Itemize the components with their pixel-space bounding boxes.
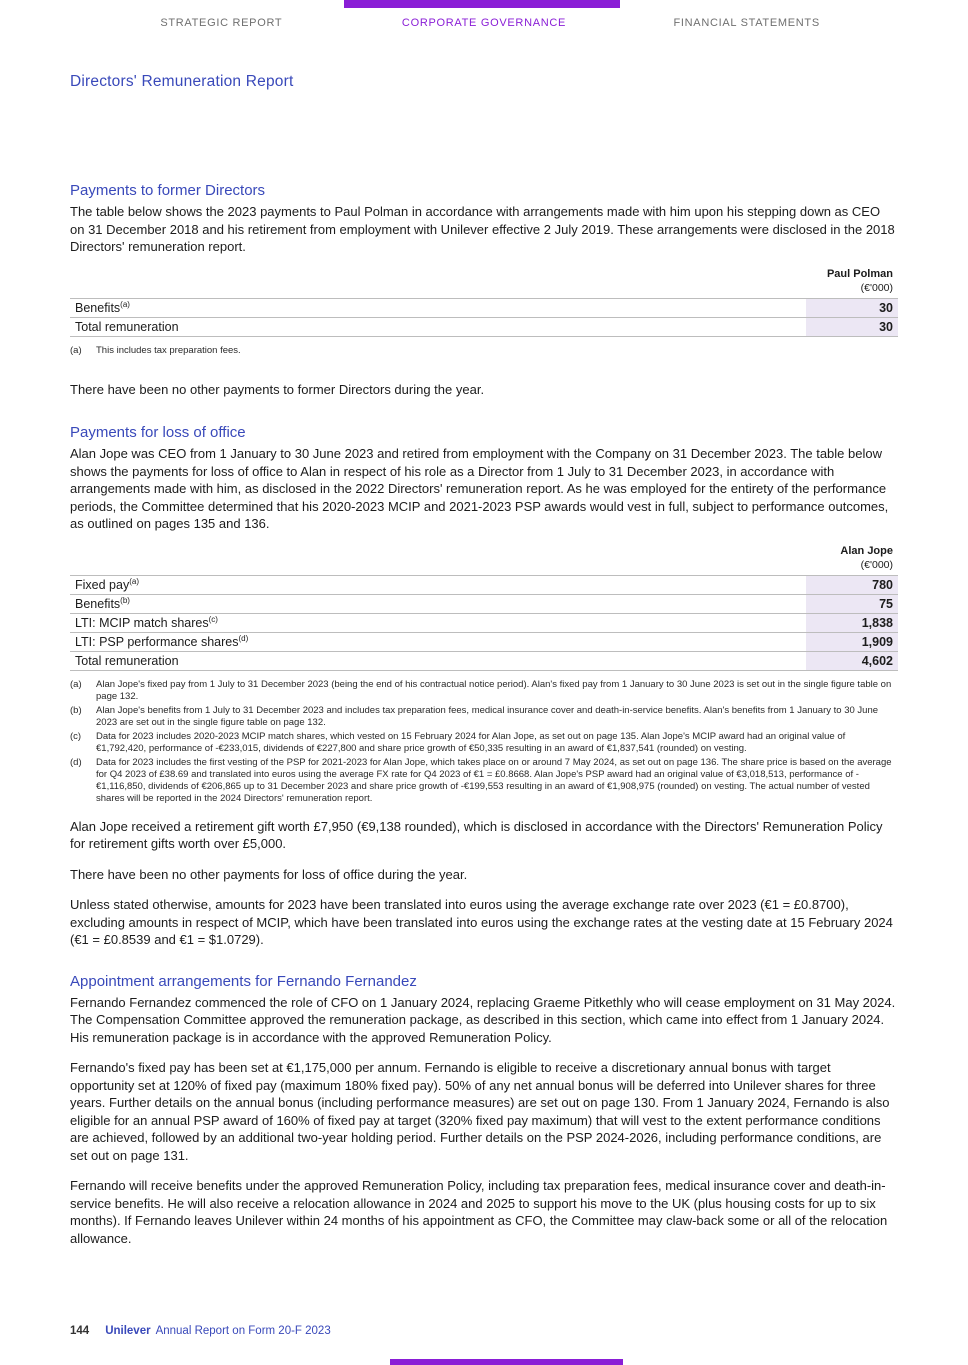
table-row xyxy=(70,632,898,651)
report-title: Annual Report on Form 20-F 2023 xyxy=(155,1325,331,1337)
footnote-marker: (a) xyxy=(70,678,82,690)
row-label: Benefits$^{(b)}$ xyxy=(70,594,806,613)
section-heading-appointment: Appointment arrangements for Fernando Fernandez xyxy=(70,972,417,990)
former-directors-footnotes xyxy=(70,345,898,357)
loss-of-office-footnotes xyxy=(70,679,898,805)
footnote xyxy=(70,679,898,703)
active-tab-indicator-bar xyxy=(344,0,620,8)
row-label: Benefits$^{(a)}$ xyxy=(70,298,806,317)
table-row xyxy=(70,594,898,613)
section-heading-loss-of-office: Payments for loss of office xyxy=(70,424,246,441)
page-number: 144 xyxy=(70,1325,90,1337)
nav-financial-statements[interactable]: FINANCIAL STATEMENTS xyxy=(673,17,820,29)
loss-of-office-intro: Alan Jope was CEO from 1 January to 30 June 2023 and retired from employment with the Company on 31 December 2023. The table below shows the payments for loss of office to Alan in respect of his role as a Director from 1 July to 31 December 2023, in accordance with arrangements made with him, as disclosed in the 2022 Directors' remuneration report. As he was employed for the entirety of the performance periods, the Committee determined that his 2020-2023 MCIP and 2021-2023 PSP awards would vest in full, subject to performance outcomes, as outlined on pages 135 and 136. xyxy=(70,446,889,531)
footnote-text: This includes tax preparation fees. xyxy=(96,344,241,356)
nav-strategic-report[interactable]: STRATEGIC REPORT xyxy=(160,17,283,29)
row-value: 75 xyxy=(806,594,898,613)
appointment-paragraph: Fernando will receive benefits under the approved Remuneration Policy, including tax preparation fees, medical insurance cover and death-in-service benefits. He will also receive a relocation allowance in 2024 and 2025 to support his move to the UK (plus housing costs for up to six months). If Fernando leaves Unilever within 24 months of his appointment as CFO, the Committee may claw-back some or all of the relocation allowance. xyxy=(70,1178,888,1246)
row-value: 780 xyxy=(806,575,898,594)
appointment-paragraph: Fernando Fernandez commenced the role of CFO on 1 January 2024, replacing Graeme Pitkethly who will cease employment on 31 May 2024. The Compensation Committee approved the remuneration package, as described in this section, which came into effect from 1 January 2024. His remuneration package is in accordance with the approved Remuneration Policy. xyxy=(70,994,896,1045)
table-row-total xyxy=(70,651,898,670)
footnote-ref: (a) xyxy=(120,299,130,309)
table-unit-row xyxy=(70,281,898,299)
row-label: LTI: PSP performance shares$^{(d)}$ xyxy=(70,632,806,651)
footnote-text: Alan Jope's benefits from 1 July to 31 December 2023 and includes tax preparation fees, medical insurance cover and death-in-service benefits. Alan's benefits from 1 January to 30 June 2023 are set out in the single figure table on page 132. xyxy=(96,704,879,728)
footnote-marker: (a) xyxy=(70,344,82,356)
column-header-unit: (€'000) xyxy=(860,558,893,571)
table-row xyxy=(70,613,898,632)
table-unit-row xyxy=(70,558,898,576)
column-header-person: Paul Polman xyxy=(826,267,893,280)
row-label: Fixed pay$^{(a)}$ xyxy=(70,575,806,594)
footnote-ref: (c) xyxy=(208,614,218,624)
loss-of-office-paragraph: There have been no other payments for loss of office during the year. xyxy=(70,866,468,882)
section-former-directors xyxy=(70,182,898,398)
loss-of-office-paragraph: Unless stated otherwise, amounts for 2023 have been translated into euros using the average exchange rate over 2023 (€1 = £0.8700), excluding amounts in respect of MCIP, which have been translated into euros using the exchange rates at the vesting date at 15 February 2024 (€1 = £0.8539 and €1 = $1.0729). xyxy=(70,897,893,947)
former-directors-intro: The table below shows the 2023 payments to Paul Polman in accordance with arrangements made with him upon his stepping down as CEO on 31 December 2018 and his retirement from employment with Unilever effective 2 July 2019. These arrangements were disclosed in the 2018 Directors' remuneration report. xyxy=(70,204,895,254)
table-row xyxy=(70,298,898,317)
footnote-text: Alan Jope's fixed pay from 1 July to 31 December 2023 (being the end of his contractual notice period). Alan's fixed pay from 1 January to 30 June 2023 is set out in the single figure table on page 132. xyxy=(96,678,892,702)
footnote-ref: (b) xyxy=(120,595,130,605)
table-header-row xyxy=(70,543,898,558)
footnote-marker: (b) xyxy=(70,704,82,716)
table-row xyxy=(70,575,898,594)
page-content xyxy=(70,182,898,1247)
former-directors-table xyxy=(70,266,898,337)
loss-of-office-paragraph: Alan Jope received a retirement gift worth £7,950 (€9,138 rounded), which is disclosed in accordance with the Directors' Remuneration Policy for retirement gifts worth over £5,000. xyxy=(70,818,883,851)
row-value: 4,602 xyxy=(806,651,898,670)
appointment-paragraph: Fernando's fixed pay has been set at €1,175,000 per annum. Fernando is eligible to receive a discretionary annual bonus with target opportunity set at 120% of fixed pay (maximum 180% fixed pay). 50% of any net annual bonus will be deferred into Unilever shares for three years. Further details on the annual bonus (including performance measures) are set out on page 130. From 1 January 2024, Fernando is also eligible for an annual PSP award of 160% of fixed pay at target (320% fixed pay maximum) that will vest to the extent performance conditions are achieved, followed by an additional two-year holding period. Further details on the PSP 2024-2026, including performance conditions, are set out on page 131. xyxy=(70,1060,890,1163)
row-value: 30 xyxy=(806,298,898,317)
footnote-marker: (d) xyxy=(70,756,82,768)
footer-accent-bar xyxy=(390,1359,623,1365)
row-label: LTI: MCIP match shares$^{(c)}$ xyxy=(70,613,806,632)
brand-name: Unilever xyxy=(105,1325,151,1337)
section-appointment xyxy=(70,973,898,1248)
footnote xyxy=(70,345,898,357)
loss-of-office-table xyxy=(70,543,898,671)
footnote-ref: (d) xyxy=(238,633,249,643)
row-value: 1,909 xyxy=(806,632,898,651)
footnote xyxy=(70,757,898,805)
column-header-person: Alan Jope xyxy=(840,544,893,557)
footnote xyxy=(70,705,898,729)
row-label: Total remuneration xyxy=(70,317,806,336)
footnote-marker: (c) xyxy=(70,730,82,742)
row-label: Total remuneration xyxy=(70,651,806,670)
footnote-text: Data for 2023 includes the first vesting of the PSP for 2021-2023 for Alan Jope, which takes place on or around 7 May 2024, as set out on page 136. The share price is based on the average for Q4 2023 of £38.69 and translated into euros using the average FX rate for Q4 2023 of €1 = £0.8668. Alan Jope's PSP award had an original value of €3,018,513, performance of -€1,116,850, dividends of €206,865 up to 31 December 2023 and share price growth of -€199,553 resulting in an award of €1,908,975 (rounded) on vesting. The actual number of vested shares will be reported in the 2024 Directors' remuneration report. xyxy=(96,756,892,804)
row-value: 30 xyxy=(806,317,898,336)
table-header-row xyxy=(70,266,898,281)
section-heading-former-directors: Payments to former Directors xyxy=(70,182,266,199)
footnote-text: Data for 2023 includes 2020-2023 MCIP match shares, which vested on 15 February 2024 for Alan Jope, as set out on page 135. Alan Jope's MCIP award had an original value of €1,792,420, performance of -€233,015, dividends of €227,800 and share price growth of €50,335 resulting in an award of €1,837,541 (rounded) on vesting. xyxy=(96,730,846,754)
footnote xyxy=(70,731,898,755)
row-value: 1,838 xyxy=(806,613,898,632)
footnote-ref: (a) xyxy=(129,576,139,586)
page-footer xyxy=(70,1325,331,1337)
nav-corporate-governance[interactable]: CORPORATE GOVERNANCE xyxy=(401,17,567,29)
page-title: Directors' Remuneration Report xyxy=(70,73,294,90)
section-loss-of-office xyxy=(70,424,898,949)
column-header-unit: (€'000) xyxy=(860,281,893,294)
table-row-total xyxy=(70,317,898,336)
former-directors-closing: There have been no other payments to former Directors during the year. xyxy=(70,381,485,397)
